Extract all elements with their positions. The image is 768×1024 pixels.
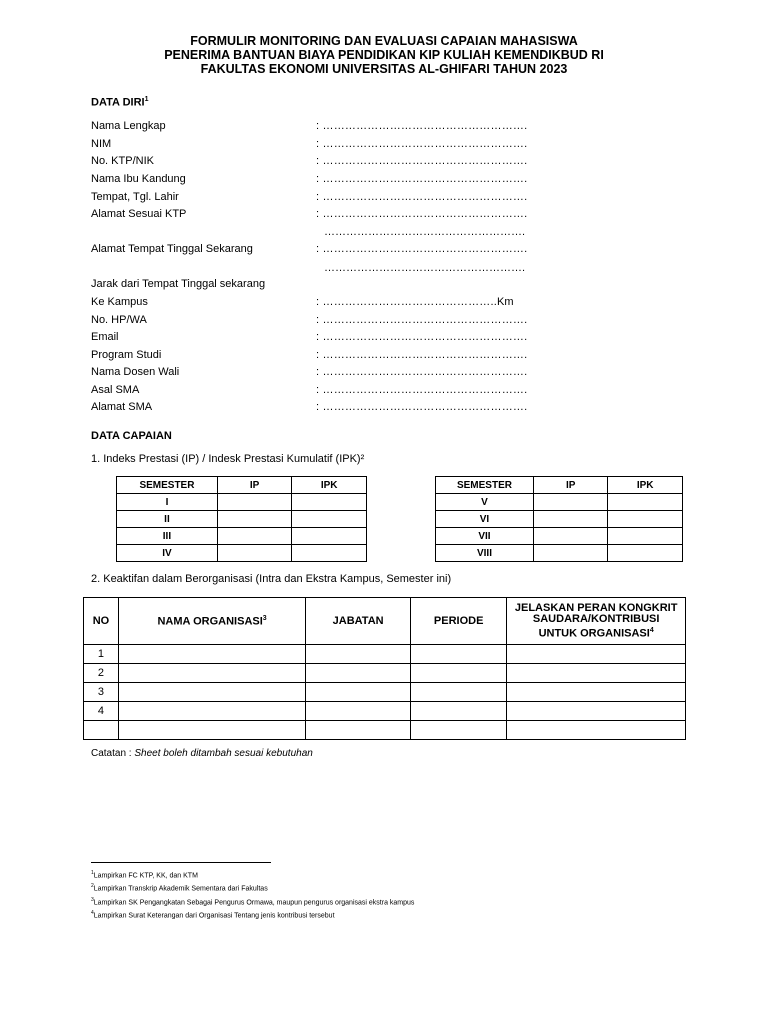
table-row: III: [117, 528, 367, 545]
footnotes: [91, 868, 414, 921]
table-row: I: [117, 494, 367, 511]
section-data-diri: DATA DIRI$^1$: [91, 96, 149, 109]
table-row: [84, 721, 686, 740]
field-hp-wa: No. HP/WA : ……………………………………………….: [91, 314, 528, 326]
km-unit: Km: [497, 296, 514, 308]
org-header-periode: PERIODE: [411, 598, 507, 645]
field-email: Email : ……………………………………………….: [91, 331, 528, 343]
table-row: IV: [117, 545, 367, 562]
table-row: VI: [436, 511, 683, 528]
item-indeks-prestasi: 1. Indeks Prestasi (IP) / Indesk Prestasi Kumulatif (IPK)²: [91, 453, 365, 465]
footnote-4: $^4$Lampirkan Surat Keterangan dari Organisasi Tentang jenis kontribusi tersebut: [91, 909, 335, 920]
field-alamat-sma: Alamat SMA : ……………………………………………….: [91, 401, 528, 413]
footnote-divider: [91, 862, 271, 863]
table-row: 2: [84, 664, 686, 683]
field-ktp-nik: No. KTP/NIK : ……………………………………………….: [91, 155, 528, 167]
document-title: [0, 34, 768, 76]
field-jarak: Jarak dari Tempat Tinggal sekarang: [91, 278, 266, 290]
field-nama-lengkap: Nama Lengkap : ……………………………………………….: [91, 120, 528, 132]
field-asal-sma: Asal SMA : ……………………………………………….: [91, 384, 528, 396]
alamat-ktp-continuation: ……………………………………………….: [324, 226, 526, 238]
org-header-no: NO: [84, 598, 119, 645]
title-line-1: FORMULIR MONITORING DAN EVALUASI CAPAIAN MAHASISWA: [190, 34, 578, 48]
field-alamat-ktp: Alamat Sesuai KTP : ……………………………………………….: [91, 208, 528, 220]
sem-header-ipk: IPK: [292, 477, 367, 494]
catatan-note: Catatan : Sheet boleh ditambah sesuai kebutuhan: [91, 748, 313, 759]
table-row: 1: [84, 645, 686, 664]
organisasi-table: [83, 597, 686, 740]
field-program-studi: Program Studi : ……………………………………………….: [91, 349, 528, 361]
table-row: VIII: [436, 545, 683, 562]
sem-header-semester: SEMESTER: [117, 477, 218, 494]
sem-header-ipk: IPK: [608, 477, 683, 494]
field-tempat-tgl-lahir: Tempat, Tgl. Lahir : ……………………………………………….: [91, 191, 528, 203]
sem-header-semester: SEMESTER: [436, 477, 534, 494]
title-line-3: FAKULTAS EKONOMI UNIVERSITAS AL-GHIFARI TAHUN 2023: [200, 62, 568, 76]
title-line-2: PENERIMA BANTUAN BIAYA PENDIDIKAN KIP KULIAH KEMENDIKBUD RI: [164, 48, 604, 62]
footnote-2: $^2$Lampirkan Transkrip Akademik Sementara dari Fakultas: [91, 883, 268, 893]
field-nim: NIM : ……………………………………………….: [91, 138, 528, 150]
alamat-tinggal-continuation: ……………………………………………….: [324, 262, 526, 274]
org-header-nama: NAMA ORGANISASI$^3$: [118, 598, 305, 645]
item-keaktifan: 2. Keaktifan dalam Berorganisasi (Intra dan Ekstra Kampus, Semester ini): [91, 573, 452, 585]
field-nama-ibu: Nama Ibu Kandung : ……………………………………………….: [91, 173, 528, 185]
footnote-1: $^1$Lampirkan FC KTP, KK, dan KTM: [91, 870, 198, 880]
field-ke-kampus: Ke Kampus : ………………………………………..Km: [91, 296, 514, 308]
field-alamat-tinggal: Alamat Tempat Tinggal Sekarang : ……………………………………………….: [91, 243, 528, 255]
org-header-peran: JELASKAN PERAN KONGKRIT SAUDARA/KONTRIBUSI UNTUK ORGANISASI$^4$: [507, 598, 686, 645]
semester-table-right: [435, 476, 683, 562]
table-row: 4: [84, 702, 686, 721]
field-dosen-wali: Nama Dosen Wali : ……………………………………………….: [91, 366, 528, 378]
org-header-jabatan: JABATAN: [306, 598, 411, 645]
section-data-capaian: DATA CAPAIAN: [91, 430, 172, 442]
footnote-3: $^3$Lampirkan SK Pengangkatan Sebagai Pengurus Ormawa, maupun pengurus organisasi ekstra kampus: [91, 896, 415, 906]
sem-header-ip: IP: [217, 477, 291, 494]
semester-table-left: [116, 476, 367, 562]
table-row: V: [436, 494, 683, 511]
table-row: VII: [436, 528, 683, 545]
table-row: 3: [84, 683, 686, 702]
table-row: II: [117, 511, 367, 528]
sem-header-ip: IP: [533, 477, 607, 494]
